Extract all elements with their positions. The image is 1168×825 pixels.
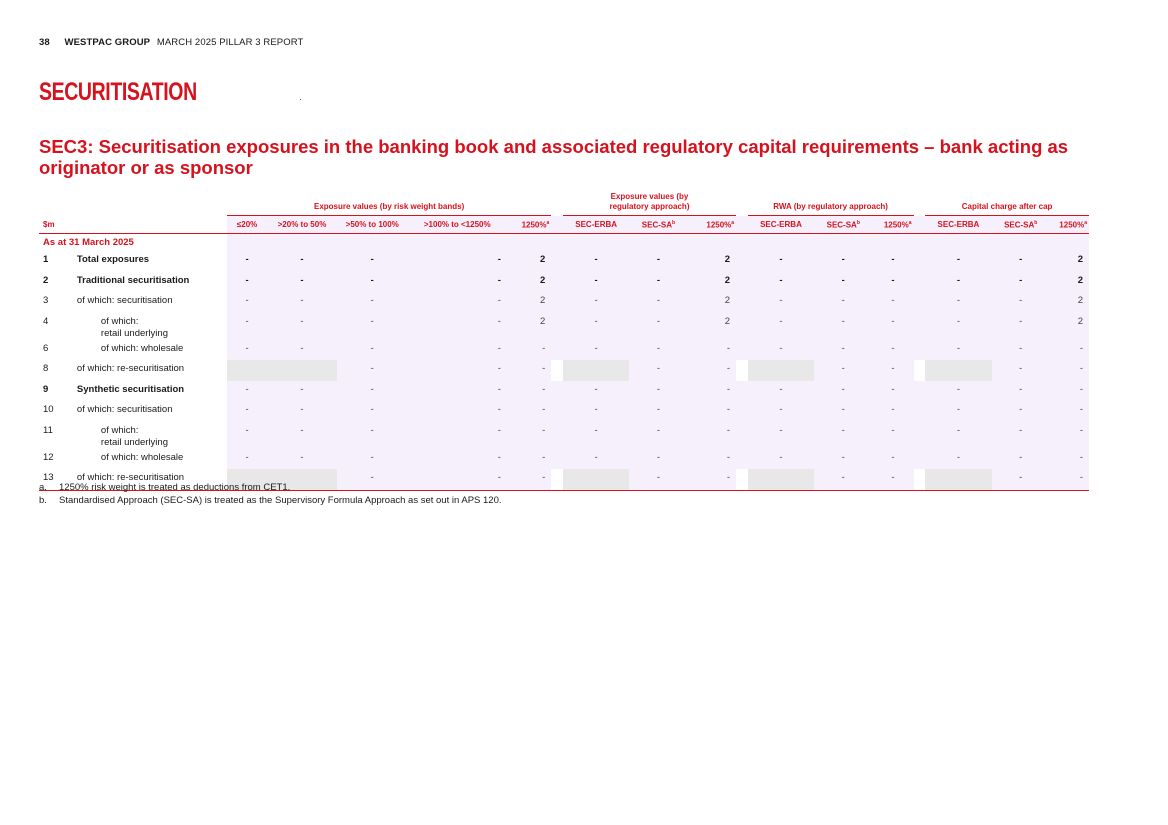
stray-dot bbox=[300, 99, 301, 100]
col-1250-c: 1250%$^a$ bbox=[872, 216, 913, 234]
group-header-row bbox=[39, 192, 1089, 216]
row-label: of which: re-securitisation bbox=[75, 469, 227, 490]
row-label: of which: retail underlying bbox=[100, 424, 168, 448]
row-number: 9 bbox=[43, 383, 49, 395]
table-row: 1 Total exposures - - - - 2 - - 2 - - - - - 2 bbox=[39, 251, 1089, 272]
row-label: of which: retail underlying bbox=[100, 315, 168, 339]
page-header bbox=[39, 37, 303, 48]
table-row: 4 of which: retail underlying - - - - 2 - - 2 - - - - - 2 bbox=[39, 313, 1089, 340]
greyed-cell bbox=[925, 360, 992, 381]
greyed-cell bbox=[748, 469, 815, 490]
table-row: 3 of which: securitisation - - - - 2 - - 2 - - - - - 2 bbox=[39, 292, 1089, 313]
row-label: Total exposures bbox=[76, 254, 150, 265]
as-at-row bbox=[39, 234, 1089, 252]
row-number: 10 bbox=[43, 404, 54, 415]
row-number: 6 bbox=[43, 342, 49, 354]
col-sec-sa-3: SEC-$SA^b$ bbox=[992, 216, 1050, 234]
section-title: SECURITISATION bbox=[39, 78, 197, 106]
table-row: 10 of which: securitisation - - - - - - - - - - - - - - bbox=[39, 401, 1089, 422]
footnote-a: a. 1250% risk weight is treated as deductions from CET1. bbox=[39, 482, 291, 493]
group-exposure-rw: Exposure values (by risk weight bands) bbox=[227, 192, 551, 216]
table-row: 6 of which: wholesale - - - - - - - - - - - - - - bbox=[39, 340, 1089, 361]
row-number: 12 bbox=[43, 451, 54, 463]
row-label: of which: securitisation bbox=[76, 295, 173, 306]
row-number: 11 bbox=[43, 424, 53, 436]
table-row: 8 of which: re-securitisation - - - - - - - - - bbox=[39, 360, 1089, 381]
col-1250-a: 1250%$^a$ bbox=[507, 216, 551, 234]
unit-label: $m bbox=[39, 216, 227, 234]
row-label: Traditional securitisation bbox=[76, 274, 190, 286]
sec3-table bbox=[39, 192, 1089, 491]
row-number: 8 bbox=[43, 363, 49, 374]
table-row: 12 of which: wholesale - - - - - - - - - - - - - - bbox=[39, 449, 1089, 470]
greyed-cell bbox=[748, 360, 815, 381]
col-sec-erba-3: SEC-ERBA bbox=[925, 216, 992, 234]
row-number: 1 bbox=[43, 254, 49, 265]
col-sec-sa-1: SEC-$SA^b$ bbox=[629, 216, 687, 234]
greyed-cell bbox=[925, 469, 992, 490]
row-label: of which: wholesale bbox=[100, 451, 184, 463]
col-1250-b: 1250%$^a$ bbox=[688, 216, 737, 234]
table-row: 13 of which: re-securitisation - - - - - - - - - bbox=[39, 469, 1089, 490]
footnote-b: b. Standardised Approach (SEC-SA) is treated as the Supervisory Formula Approach as set out in APS 120. bbox=[39, 495, 502, 506]
group-capital-charge: Capital charge after cap bbox=[925, 192, 1089, 216]
greyed-cell bbox=[227, 360, 337, 381]
row-label: of which: securitisation bbox=[76, 404, 173, 415]
row-number: 13 bbox=[39, 469, 75, 490]
col-100-1250: >100% to <1250% bbox=[408, 216, 507, 234]
sec3-table-wrapper bbox=[39, 192, 1089, 491]
greyed-cell bbox=[563, 360, 630, 381]
col-sec-erba-1: SEC-ERBA bbox=[563, 216, 630, 234]
column-header-row bbox=[39, 216, 1089, 234]
group-rwa: RWA (by regulatory approach) bbox=[748, 192, 914, 216]
col-le20: ≤20% bbox=[227, 216, 267, 234]
col-sec-sa-2: SEC-$SA^b$ bbox=[814, 216, 872, 234]
header-report: MARCH 2025 PILLAR 3 REPORT bbox=[156, 37, 304, 48]
table-row: 2 Traditional securitisation - - - - 2 - - 2 - - - - - 2 bbox=[39, 272, 1089, 293]
row-label: of which: wholesale bbox=[100, 342, 184, 354]
header-org: WESTPAC GROUP bbox=[64, 37, 151, 48]
as-at-label: As at 31 March 2025 bbox=[43, 237, 134, 248]
page-number: 38 bbox=[39, 37, 50, 48]
table-title: SEC3: Securitisation exposures in the banking book and associated regulatory capital requirements – bank acting as originator or as sponsor bbox=[39, 136, 1069, 178]
table-row: 11 of which: retail underlying - - - - - - - - - - - - - - bbox=[39, 422, 1089, 449]
col-1250-d: 1250%$^a$ bbox=[1050, 216, 1089, 234]
row-number: 3 bbox=[43, 295, 49, 306]
greyed-cell bbox=[563, 469, 630, 490]
row-label: of which: re-securitisation bbox=[76, 363, 185, 374]
col-50-100: >50% to 100% bbox=[337, 216, 408, 234]
row-number: 4 bbox=[43, 315, 49, 327]
group-exposure-approach: Exposure values (by regulatory approach) bbox=[563, 192, 736, 216]
col-20-50: >20% to 50% bbox=[267, 216, 337, 234]
row-label: Synthetic securitisation bbox=[76, 383, 185, 395]
col-sec-erba-2: SEC-ERBA bbox=[748, 216, 815, 234]
table-row: 9 Synthetic securitisation - - - - - - - - - - - - - - bbox=[39, 381, 1089, 402]
footnotes bbox=[39, 481, 502, 507]
row-number: 2 bbox=[43, 274, 49, 286]
